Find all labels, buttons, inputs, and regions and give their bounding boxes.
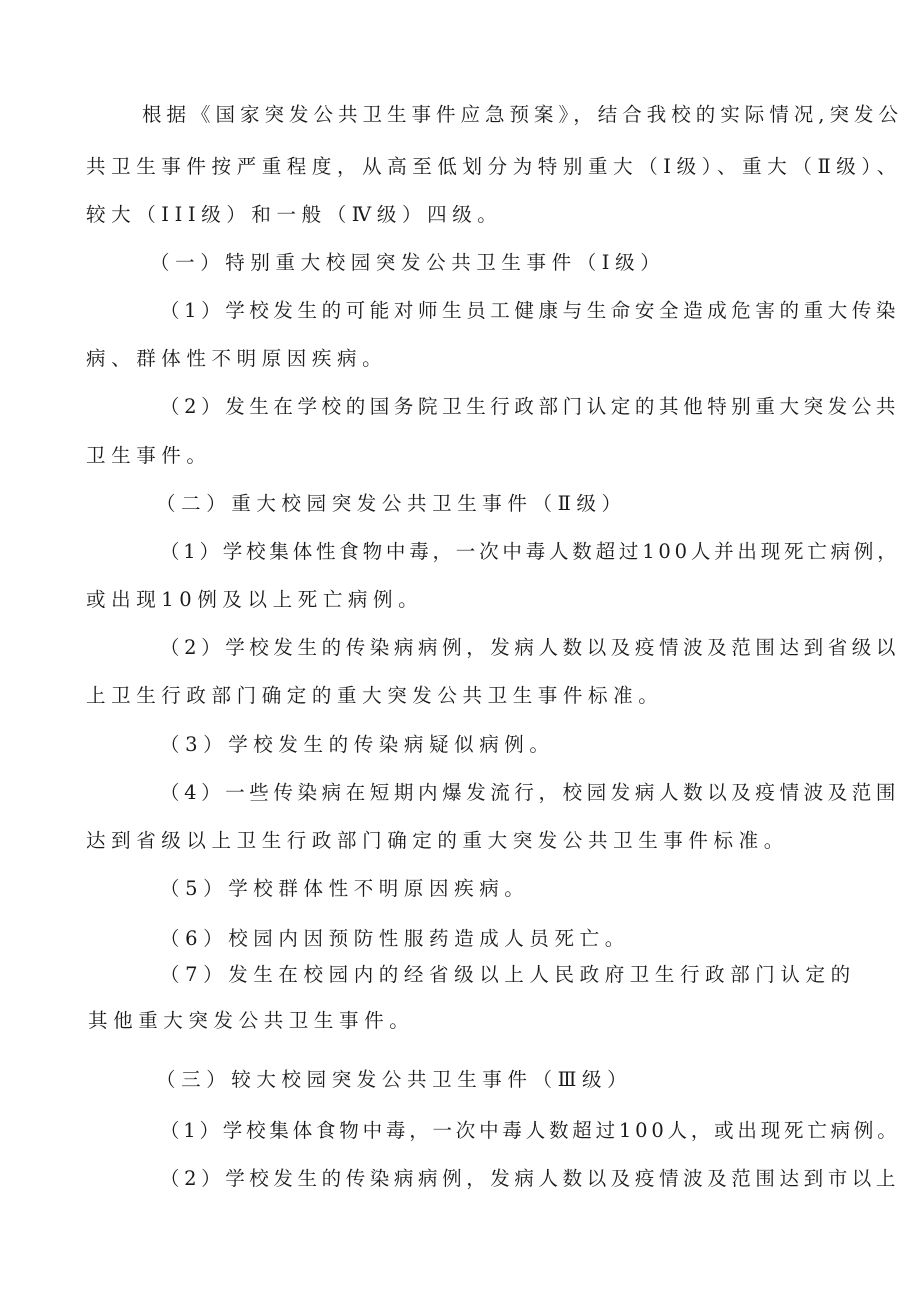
section-heading-level-3: （三）较大校园突发公共卫生事件（Ⅲ级） [156, 1068, 633, 1091]
section1-item1-line-1: （1）学校发生的可能对师生员工健康与生命安全造成危害的重大传染 [160, 299, 901, 322]
section-heading-level-2: （二）重大校园突发公共卫生事件（Ⅱ级） [156, 492, 627, 515]
section2-item2-line-1: （2）学校发生的传染病病例，发病人数以及疫情波及范围达到省级以 [160, 636, 901, 659]
section2-item7-line-2: 其他重大突发公共卫生事件。 [88, 1009, 415, 1032]
section3-item2-line-1: （2）学校发生的传染病病例，发病人数以及疫情波及范围达到市以上 [160, 1167, 901, 1190]
intro-line-3: 较大（III级）和一般（Ⅳ级）四级。 [86, 203, 503, 226]
section2-item4-line-2: 达到省级以上卫生行政部门确定的重大突发公共卫生事件标准。 [86, 829, 789, 852]
section2-item3-line-1: （3）学校发生的传染病疑似病例。 [160, 733, 555, 756]
section2-item2-line-2: 上卫生行政部门确定的重大突发公共卫生事件标准。 [86, 684, 664, 707]
section-heading-level-1: （一）特别重大校园突发公共卫生事件（Ⅰ级） [150, 251, 666, 274]
section1-item1-line-2: 病、群体性不明原因疾病。 [86, 347, 388, 370]
section2-item1-line-2: 或出现10例及以上死亡病例。 [86, 588, 424, 611]
section2-item1-line-1: （1）学校集体性食物中毒，一次中毒人数超过100人并出现死亡病例， [160, 540, 901, 563]
section2-item7-line-1: （7）发生在校园内的经省级以上人民政府卫生行政部门认定的 [160, 963, 856, 986]
section3-item1-line-1: （1）学校集体食物中毒，一次中毒人数超过100人，或出现死亡病例。 [160, 1119, 901, 1142]
intro-line-2: 共卫生事件按严重程度，从高至低划分为特别重大（Ⅰ级）、重大（Ⅱ级）、 [86, 155, 902, 178]
section1-item2-line-2: 卫生事件。 [86, 444, 212, 467]
section2-item6-line-1: （6）校园内因预防性服药造成人员死亡。 [160, 927, 630, 950]
section2-item5-line-1: （5）学校群体性不明原因疾病。 [160, 877, 530, 900]
intro-line-1: 根据《国家突发公共卫生事件应急预案》，结合我校的实际情况,突发公 [142, 103, 903, 126]
section2-item4-line-1: （4）一些传染病在短期内爆发流行，校园发病人数以及疫情波及范围 [160, 781, 901, 804]
section1-item2-line-1: （2）发生在学校的国务院卫生行政部门认定的其他特别重大突发公共 [160, 395, 901, 418]
